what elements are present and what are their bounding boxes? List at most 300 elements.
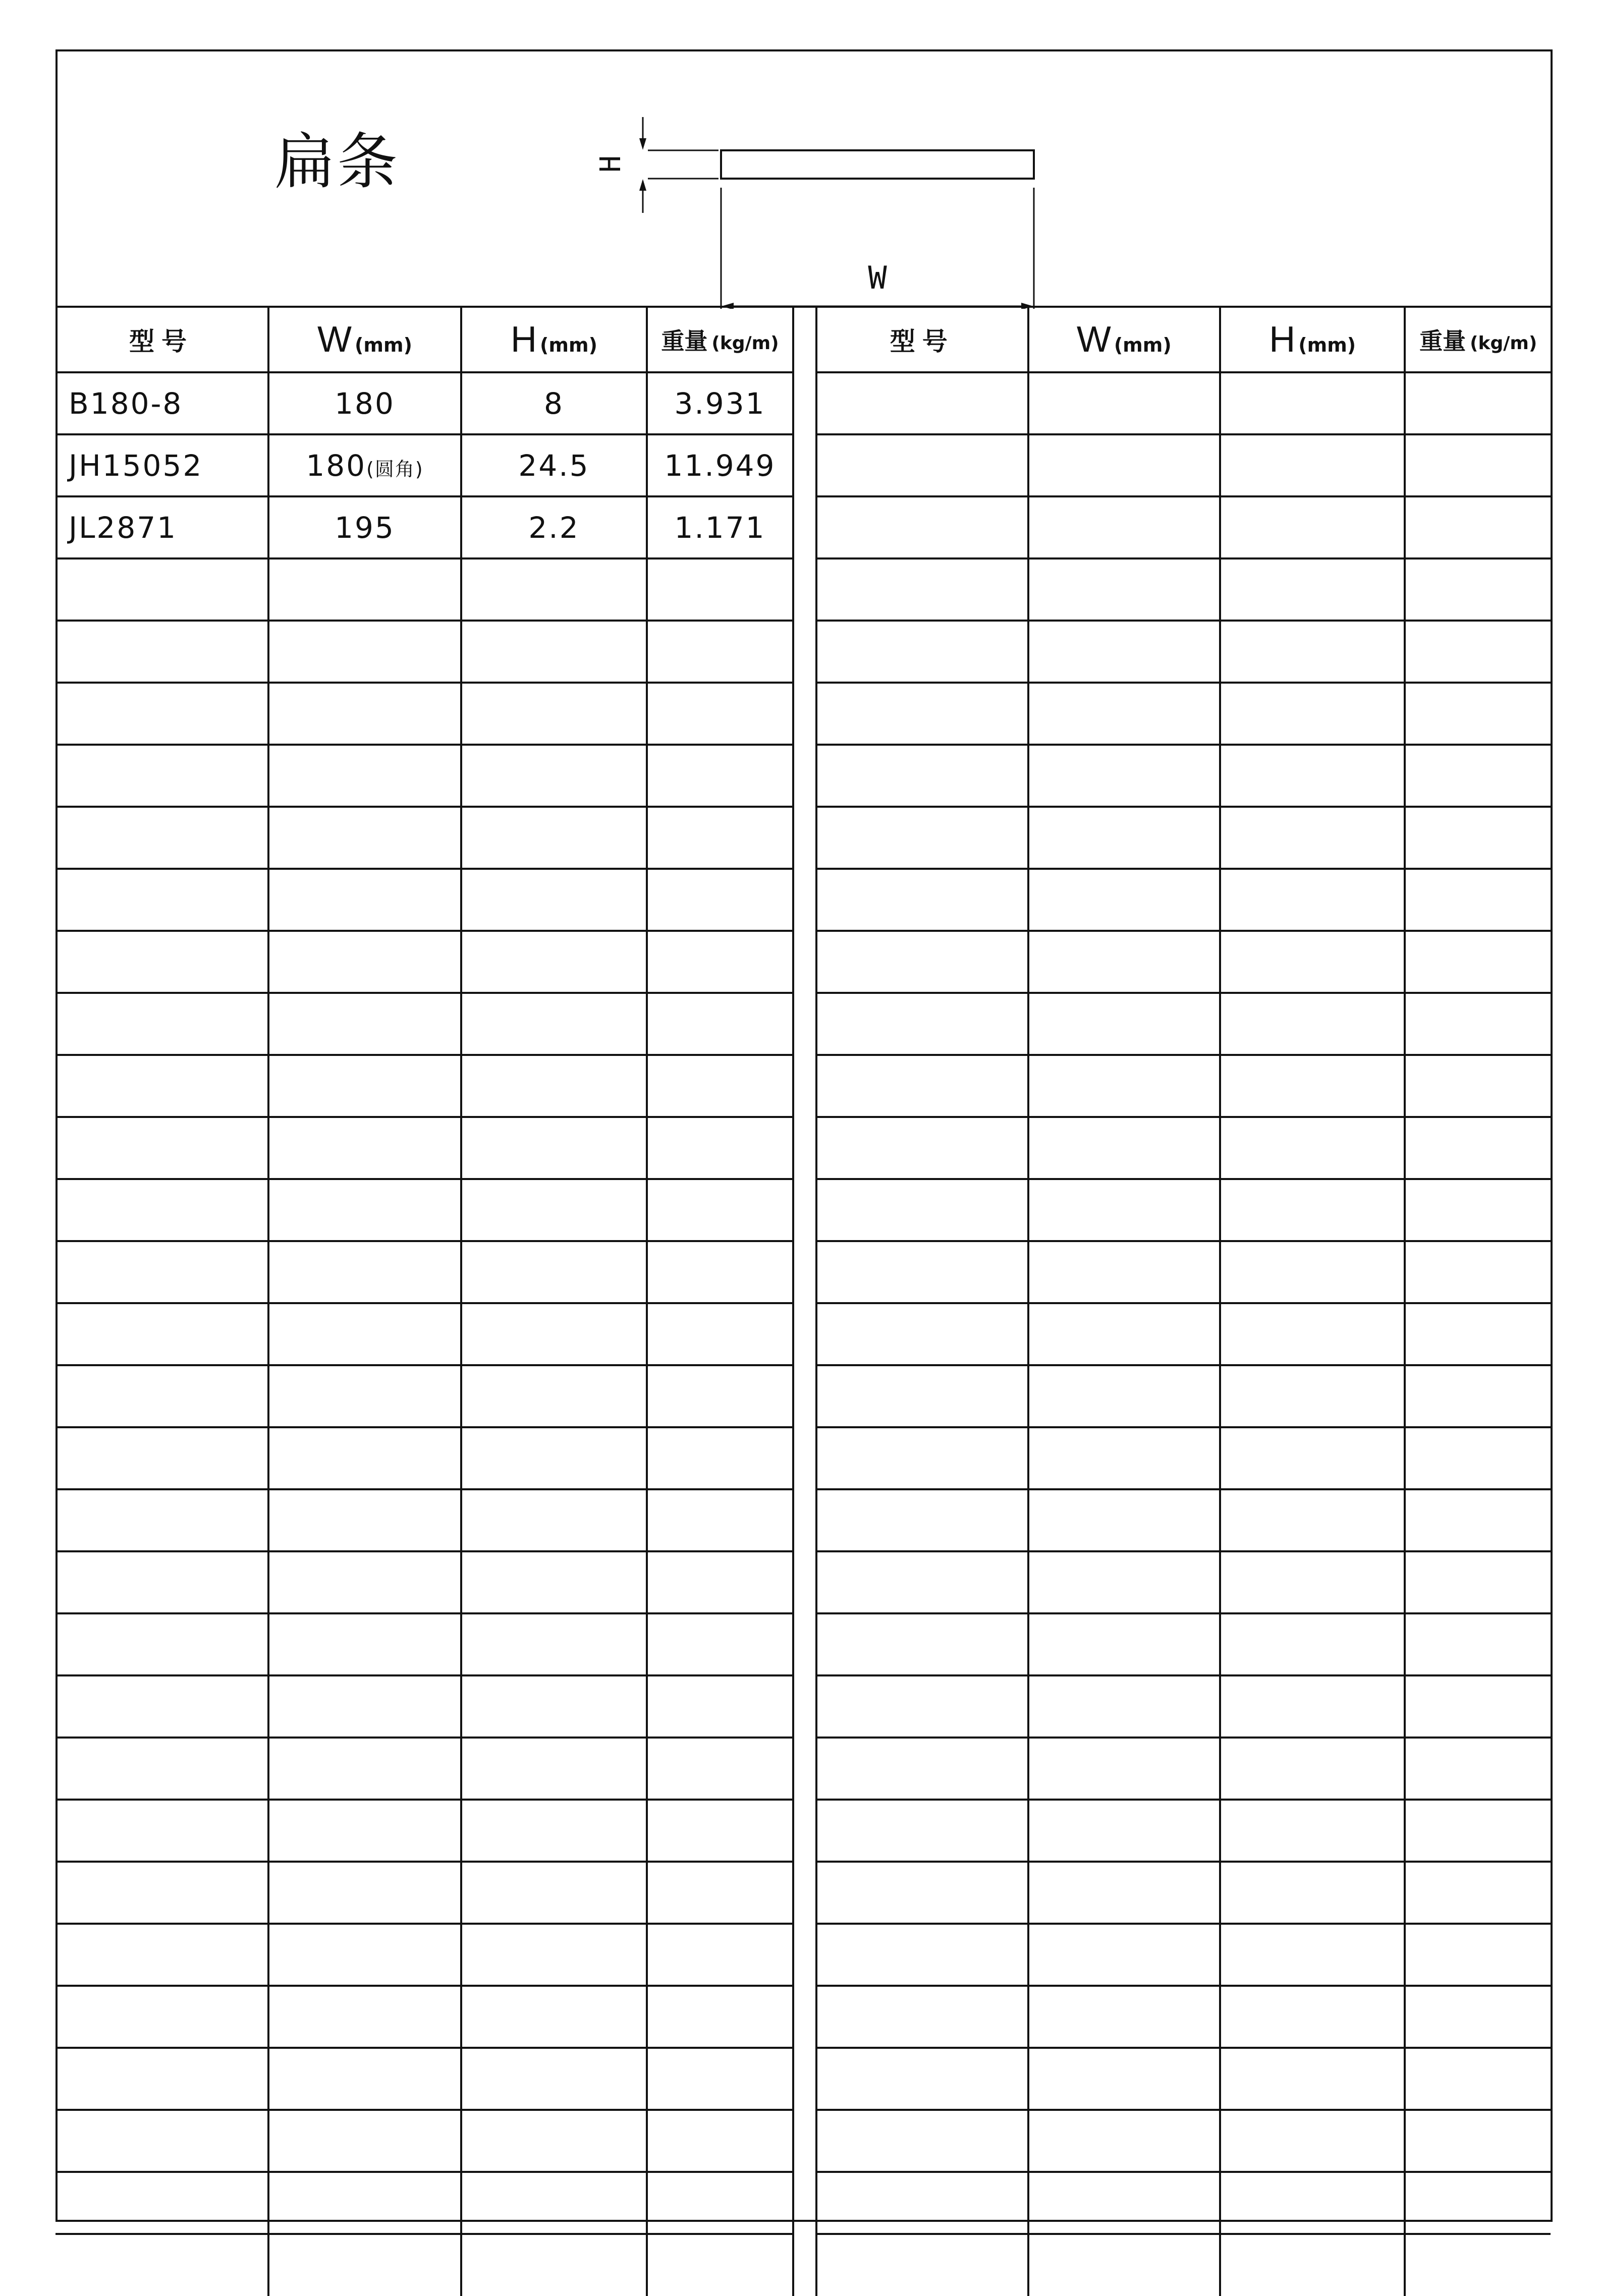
width-cell <box>268 807 461 869</box>
model-cell <box>56 1179 268 1241</box>
width-cell <box>268 621 461 683</box>
weight-cell <box>1405 1924 1551 1986</box>
width-cell <box>1028 1613 1220 1675</box>
height-cell: 2.2 <box>461 496 647 558</box>
model-cell: JH15052 <box>56 434 268 496</box>
model-cell <box>56 745 268 807</box>
model-cell <box>816 1179 1028 1241</box>
width-cell <box>1028 1427 1220 1489</box>
weight-cell <box>647 1117 793 1179</box>
table-row-empty <box>56 1862 793 1924</box>
table-row-empty <box>816 1241 1551 1303</box>
model-cell <box>816 807 1028 869</box>
width-cell <box>1028 1986 1220 2048</box>
model-cell <box>816 1738 1028 1800</box>
height-cell <box>1220 1427 1405 1489</box>
model-cell <box>816 1800 1028 1862</box>
height-cell <box>1220 1489 1405 1551</box>
width-cell <box>268 1675 461 1738</box>
height-cell <box>1220 993 1405 1055</box>
table-row-empty <box>816 434 1551 496</box>
table-header-row <box>816 307 1551 372</box>
width-cell <box>1028 2172 1220 2234</box>
width-cell: 180 <box>268 372 461 434</box>
height-cell <box>461 745 647 807</box>
weight-cell <box>647 1986 793 2048</box>
weight-cell <box>1405 2048 1551 2110</box>
width-cell <box>268 1117 461 1179</box>
width-cell <box>1028 1117 1220 1179</box>
spec-sheet <box>56 49 1553 2222</box>
height-cell <box>1220 2048 1405 2110</box>
table-row-empty <box>56 931 793 993</box>
weight-cell <box>647 1862 793 1924</box>
table-row-empty <box>56 1117 793 1179</box>
model-cell <box>816 621 1028 683</box>
col-weight-header: 重量 (kg/m) <box>1405 307 1551 372</box>
model-cell <box>56 807 268 869</box>
table-row-empty <box>56 1738 793 1800</box>
model-cell <box>56 1551 268 1613</box>
height-cell <box>461 1303 647 1365</box>
width-cell <box>1028 1365 1220 1427</box>
table-row-empty <box>56 807 793 869</box>
height-cell <box>461 807 647 869</box>
height-cell <box>1220 1241 1405 1303</box>
model-cell <box>816 2110 1028 2172</box>
model-cell <box>816 1489 1028 1551</box>
width-cell <box>268 2110 461 2172</box>
width-cell <box>1028 496 1220 558</box>
model-cell <box>816 931 1028 993</box>
width-cell <box>1028 1924 1220 1986</box>
table-row <box>56 496 793 558</box>
weight-cell <box>1405 1117 1551 1179</box>
height-cell <box>1220 621 1405 683</box>
weight-cell <box>1405 1303 1551 1365</box>
table-row-empty <box>816 1862 1551 1924</box>
table-row-empty <box>816 1117 1551 1179</box>
spec-table-right <box>815 306 1551 2296</box>
width-cell <box>268 1800 461 1862</box>
weight-cell <box>1405 1055 1551 1117</box>
height-cell <box>1220 1055 1405 1117</box>
table-row-empty <box>816 1924 1551 1986</box>
weight-cell <box>647 1551 793 1613</box>
height-cell <box>461 2048 647 2110</box>
table-row-empty <box>816 372 1551 434</box>
width-cell <box>1028 807 1220 869</box>
weight-cell <box>1405 1738 1551 1800</box>
model-cell <box>816 1427 1028 1489</box>
width-cell <box>268 1241 461 1303</box>
height-cell <box>1220 372 1405 434</box>
width-cell <box>268 1303 461 1365</box>
weight-cell <box>1405 1427 1551 1489</box>
width-cell <box>1028 372 1220 434</box>
table-row-empty <box>56 1427 793 1489</box>
model-cell <box>56 931 268 993</box>
width-cell <box>268 1551 461 1613</box>
model-cell <box>56 993 268 1055</box>
model-cell <box>816 1241 1028 1303</box>
table-row-empty <box>56 1489 793 1551</box>
model-cell <box>816 372 1028 434</box>
height-cell <box>1220 1551 1405 1613</box>
col-model-header: 型号 <box>56 307 268 372</box>
model-cell <box>816 1551 1028 1613</box>
table-row-empty <box>56 2172 793 2234</box>
height-cell <box>461 1800 647 1862</box>
weight-cell <box>647 931 793 993</box>
height-cell <box>1220 683 1405 745</box>
weight-cell <box>1405 2172 1551 2234</box>
height-cell <box>1220 745 1405 807</box>
height-cell <box>461 1365 647 1427</box>
height-cell <box>461 993 647 1055</box>
weight-cell <box>1405 807 1551 869</box>
table-row-empty <box>56 1055 793 1117</box>
col-model-header: 型号 <box>816 307 1028 372</box>
table-row-empty <box>816 807 1551 869</box>
table-row-empty <box>56 1241 793 1303</box>
table-header-row <box>56 307 793 372</box>
weight-cell: 11.949 <box>647 434 793 496</box>
table-row-empty <box>816 993 1551 1055</box>
table-row-empty <box>816 2110 1551 2172</box>
weight-cell <box>1405 683 1551 745</box>
width-cell <box>1028 1675 1220 1738</box>
weight-cell <box>647 1179 793 1241</box>
table-row-empty <box>816 1738 1551 1800</box>
width-cell <box>268 993 461 1055</box>
width-cell <box>1028 1738 1220 1800</box>
table-row-empty <box>56 1303 793 1365</box>
width-cell <box>1028 558 1220 621</box>
weight-cell <box>647 1055 793 1117</box>
width-cell <box>268 1862 461 1924</box>
page-title: 扁条 <box>274 127 400 197</box>
height-cell <box>461 1427 647 1489</box>
model-cell <box>816 993 1028 1055</box>
height-cell <box>1220 1675 1405 1738</box>
table-row-empty <box>56 2110 793 2172</box>
weight-cell <box>1405 1179 1551 1241</box>
spec-table-left <box>56 306 794 2296</box>
col-width-header: W (mm) <box>1028 307 1220 372</box>
weight-cell <box>1405 745 1551 807</box>
table-row-empty <box>816 1303 1551 1365</box>
model-cell <box>56 1241 268 1303</box>
table-row-empty <box>816 869 1551 931</box>
height-cell: 24.5 <box>461 434 647 496</box>
weight-cell <box>1405 1241 1551 1303</box>
weight-cell <box>647 2048 793 2110</box>
height-cell <box>1220 1986 1405 2048</box>
height-cell <box>1220 931 1405 993</box>
table-row-empty <box>56 745 793 807</box>
table-row-empty <box>816 1179 1551 1241</box>
height-cell <box>461 869 647 931</box>
flat-bar-diagram <box>542 107 1046 309</box>
weight-cell: 1.171 <box>647 496 793 558</box>
table-row-empty <box>56 2048 793 2110</box>
model-cell <box>816 869 1028 931</box>
width-cell <box>268 1489 461 1551</box>
col-height-header: H (mm) <box>1220 307 1405 372</box>
width-cell <box>268 1427 461 1489</box>
width-cell <box>268 683 461 745</box>
height-cell <box>461 1675 647 1738</box>
weight-cell <box>1405 1800 1551 1862</box>
width-cell <box>268 931 461 993</box>
model-cell <box>816 1303 1028 1365</box>
weight-cell <box>1405 869 1551 931</box>
height-cell <box>461 931 647 993</box>
table-row-empty <box>816 2172 1551 2234</box>
table-row-empty <box>56 1800 793 1862</box>
model-cell <box>816 2048 1028 2110</box>
height-cell <box>461 683 647 745</box>
width-cell <box>1028 1179 1220 1241</box>
weight-cell <box>647 621 793 683</box>
height-cell <box>1220 869 1405 931</box>
table-row-empty <box>816 621 1551 683</box>
width-cell <box>268 1613 461 1675</box>
model-cell <box>56 1489 268 1551</box>
height-cell <box>461 621 647 683</box>
width-cell <box>268 1924 461 1986</box>
width-cell <box>1028 683 1220 745</box>
table-row-empty <box>56 1924 793 1986</box>
height-cell <box>1220 1613 1405 1675</box>
weight-cell <box>647 1303 793 1365</box>
width-cell <box>1028 2110 1220 2172</box>
model-cell <box>56 1055 268 1117</box>
height-cell <box>461 1986 647 2048</box>
width-cell <box>268 745 461 807</box>
sheet-header <box>58 51 1551 308</box>
height-cell <box>1220 1862 1405 1924</box>
weight-cell <box>647 745 793 807</box>
table-row <box>56 372 793 434</box>
model-cell <box>816 1862 1028 1924</box>
model-cell <box>816 2172 1028 2234</box>
model-cell <box>816 558 1028 621</box>
height-cell <box>461 1862 647 1924</box>
model-cell <box>56 1738 268 1800</box>
model-cell <box>816 1055 1028 1117</box>
width-cell <box>1028 1241 1220 1303</box>
height-cell <box>461 1613 647 1675</box>
height-cell <box>461 1241 647 1303</box>
width-cell <box>1028 993 1220 1055</box>
weight-cell: 3.931 <box>647 372 793 434</box>
table-row-empty <box>816 1055 1551 1117</box>
weight-cell <box>647 2110 793 2172</box>
height-cell <box>1220 1924 1405 1986</box>
width-cell <box>268 558 461 621</box>
height-cell: 8 <box>461 372 647 434</box>
width-cell <box>268 1055 461 1117</box>
height-cell <box>1220 807 1405 869</box>
weight-cell <box>1405 434 1551 496</box>
width-cell <box>268 1738 461 1800</box>
weight-cell <box>647 1613 793 1675</box>
table-row-empty <box>56 621 793 683</box>
model-cell <box>56 869 268 931</box>
weight-cell <box>647 1924 793 1986</box>
weight-cell <box>647 807 793 869</box>
weight-cell <box>647 2172 793 2234</box>
weight-cell <box>647 1675 793 1738</box>
h-label: H <box>594 155 628 173</box>
width-cell: 195 <box>268 496 461 558</box>
weight-cell <box>1405 1986 1551 2048</box>
weight-cell <box>1405 1365 1551 1427</box>
model-cell <box>816 1365 1028 1427</box>
model-cell <box>56 1117 268 1179</box>
model-cell <box>56 2048 268 2110</box>
table-row-empty <box>816 2048 1551 2110</box>
width-cell <box>268 2172 461 2234</box>
col-height-header: H (mm) <box>461 307 647 372</box>
width-cell <box>268 1986 461 2048</box>
weight-cell <box>647 869 793 931</box>
w-label: W <box>868 259 887 296</box>
model-cell <box>816 1117 1028 1179</box>
width-cell: 180(圆角) <box>268 434 461 496</box>
model-cell <box>56 1800 268 1862</box>
table-row-empty <box>56 1675 793 1738</box>
height-cell <box>1220 434 1405 496</box>
weight-cell <box>647 1800 793 1862</box>
height-cell <box>461 1551 647 1613</box>
model-cell <box>56 2172 268 2234</box>
width-cell <box>1028 621 1220 683</box>
model-cell <box>816 745 1028 807</box>
height-cell <box>1220 1303 1405 1365</box>
model-cell <box>56 558 268 621</box>
model-cell <box>56 1613 268 1675</box>
model-cell <box>816 434 1028 496</box>
table-row-empty <box>56 1986 793 2048</box>
table-row-empty <box>816 1675 1551 1738</box>
model-cell <box>816 683 1028 745</box>
weight-cell <box>1405 1862 1551 1924</box>
weight-cell <box>1405 2110 1551 2172</box>
model-cell <box>56 621 268 683</box>
table-row-empty <box>56 1613 793 1675</box>
width-cell <box>1028 434 1220 496</box>
table-row-empty <box>816 496 1551 558</box>
table-row-empty <box>56 1551 793 1613</box>
h-arrow-top <box>639 138 646 150</box>
table-row-empty <box>816 1489 1551 1551</box>
bar-profile <box>721 150 1034 179</box>
width-cell <box>1028 1303 1220 1365</box>
model-cell <box>56 1986 268 2048</box>
col-width-header: W (mm) <box>268 307 461 372</box>
weight-cell <box>647 683 793 745</box>
weight-cell <box>1405 931 1551 993</box>
col-weight-header: 重量 (kg/m) <box>647 307 793 372</box>
width-cell <box>268 1365 461 1427</box>
table-row-empty <box>816 931 1551 993</box>
model-cell <box>816 1613 1028 1675</box>
model-cell <box>56 1924 268 1986</box>
model-cell <box>56 1675 268 1738</box>
height-cell <box>1220 1800 1405 1862</box>
weight-cell <box>1405 1551 1551 1613</box>
width-cell <box>1028 869 1220 931</box>
weight-cell <box>647 1365 793 1427</box>
model-cell <box>56 683 268 745</box>
weight-cell <box>1405 558 1551 621</box>
width-cell <box>268 2048 461 2110</box>
weight-cell <box>1405 1489 1551 1551</box>
height-cell <box>461 2172 647 2234</box>
weight-cell <box>1405 1613 1551 1675</box>
table-row-empty <box>816 1800 1551 1862</box>
width-cell <box>1028 2048 1220 2110</box>
weight-cell <box>647 1241 793 1303</box>
weight-cell <box>1405 1675 1551 1738</box>
weight-cell <box>1405 621 1551 683</box>
width-cell <box>1028 1489 1220 1551</box>
table-row-empty <box>816 745 1551 807</box>
model-cell: JL2871 <box>56 496 268 558</box>
model-cell <box>56 1862 268 1924</box>
table-row <box>56 434 793 496</box>
width-cell <box>1028 745 1220 807</box>
table-row-empty <box>56 683 793 745</box>
table-row-empty <box>816 1551 1551 1613</box>
height-cell <box>461 1489 647 1551</box>
model-cell <box>816 496 1028 558</box>
height-cell <box>461 1117 647 1179</box>
width-cell <box>1028 1800 1220 1862</box>
weight-cell <box>1405 993 1551 1055</box>
weight-cell <box>647 1489 793 1551</box>
height-cell <box>461 1055 647 1117</box>
model-cell <box>816 1986 1028 2048</box>
table-row-empty <box>816 1427 1551 1489</box>
weight-cell <box>647 1427 793 1489</box>
h-arrow-bottom <box>639 179 646 191</box>
height-cell <box>1220 2110 1405 2172</box>
width-cell <box>1028 1862 1220 1924</box>
height-cell <box>1220 2172 1405 2234</box>
weight-cell <box>647 993 793 1055</box>
weight-cell <box>1405 496 1551 558</box>
height-cell <box>461 1738 647 1800</box>
height-cell <box>461 1924 647 1986</box>
width-cell <box>268 1179 461 1241</box>
table-row-empty <box>816 683 1551 745</box>
model-cell <box>816 1924 1028 1986</box>
width-cell <box>1028 1551 1220 1613</box>
height-cell <box>461 2110 647 2172</box>
height-cell <box>1220 558 1405 621</box>
model-cell <box>816 1675 1028 1738</box>
model-cell: B180-8 <box>56 372 268 434</box>
height-cell <box>1220 1179 1405 1241</box>
weight-cell <box>647 1738 793 1800</box>
model-cell <box>56 2110 268 2172</box>
model-cell <box>56 1427 268 1489</box>
table-row-empty <box>56 993 793 1055</box>
